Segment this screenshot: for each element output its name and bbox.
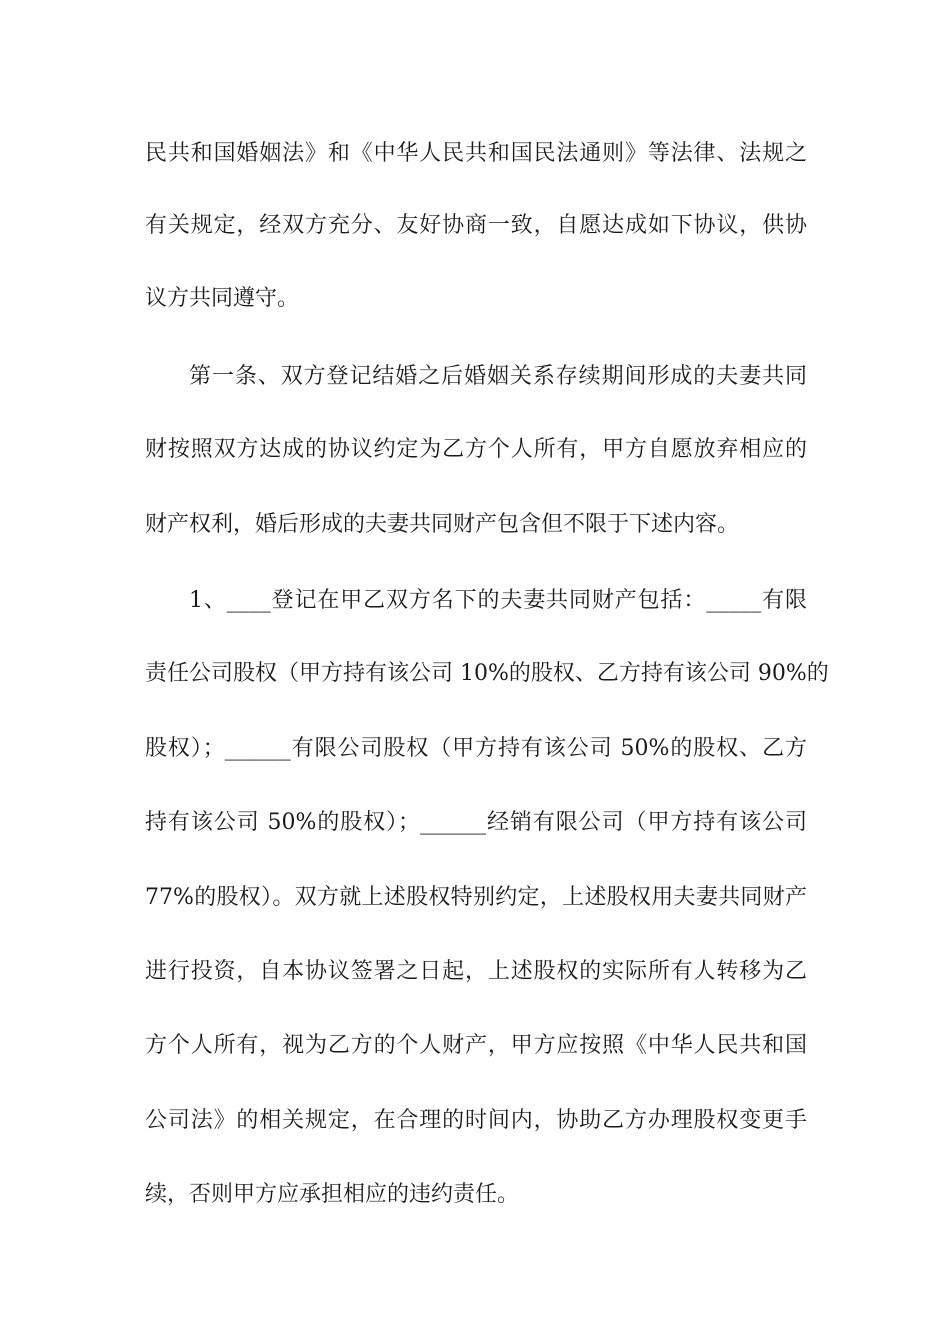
text-line: 有关规定，经双方充分、友好协商一致，自愿达成如下协议，供协	[145, 213, 807, 238]
text-line: 股权）；______有限公司股权（甲方持有该公司 50%的股权、乙方	[145, 736, 807, 761]
text-line: 持有该公司 50%的股权）；______经销有限公司（甲方持有该公司	[145, 810, 807, 835]
text-line: 77%的股权）。双方就上述股权特别约定，上述股权用夫妻共同财产	[145, 885, 807, 910]
text-line: 财产权利，婚后形成的夫妻共同财产包含但不限于下述内容。	[145, 512, 740, 537]
text-line: 续，否则甲方应承担相应的违约责任。	[145, 1182, 520, 1207]
text-line: 责任公司股权（甲方持有该公司 10%的股权、乙方持有该公司 90%的	[145, 661, 829, 686]
paragraph-first-line: 1、____登记在甲乙双方名下的夫妻共同财产包括：_____有限	[189, 588, 807, 613]
text-line: 进行投资，自本协议签署之日起，上述股权的实际所有人转移为乙	[145, 959, 807, 984]
text-line: 议方共同遵守。	[145, 286, 300, 311]
paragraph-first-line: 第一条、双方登记结婚之后婚姻关系存续期间形成的夫妻共同	[189, 364, 807, 389]
text-line: 财按照双方达成的协议约定为乙方个人所有，甲方自愿放弃相应的	[145, 437, 807, 462]
text-line: 公司法》的相关规定，在合理的时间内，协助乙方办理股权变更手	[145, 1108, 807, 1133]
text-line: 方个人所有，视为乙方的个人财产，甲方应按照《中华人民共和国	[145, 1033, 807, 1058]
text-line: 民共和国婚姻法》和《中华人民共和国民法通则》等法律、法规之	[145, 141, 807, 166]
